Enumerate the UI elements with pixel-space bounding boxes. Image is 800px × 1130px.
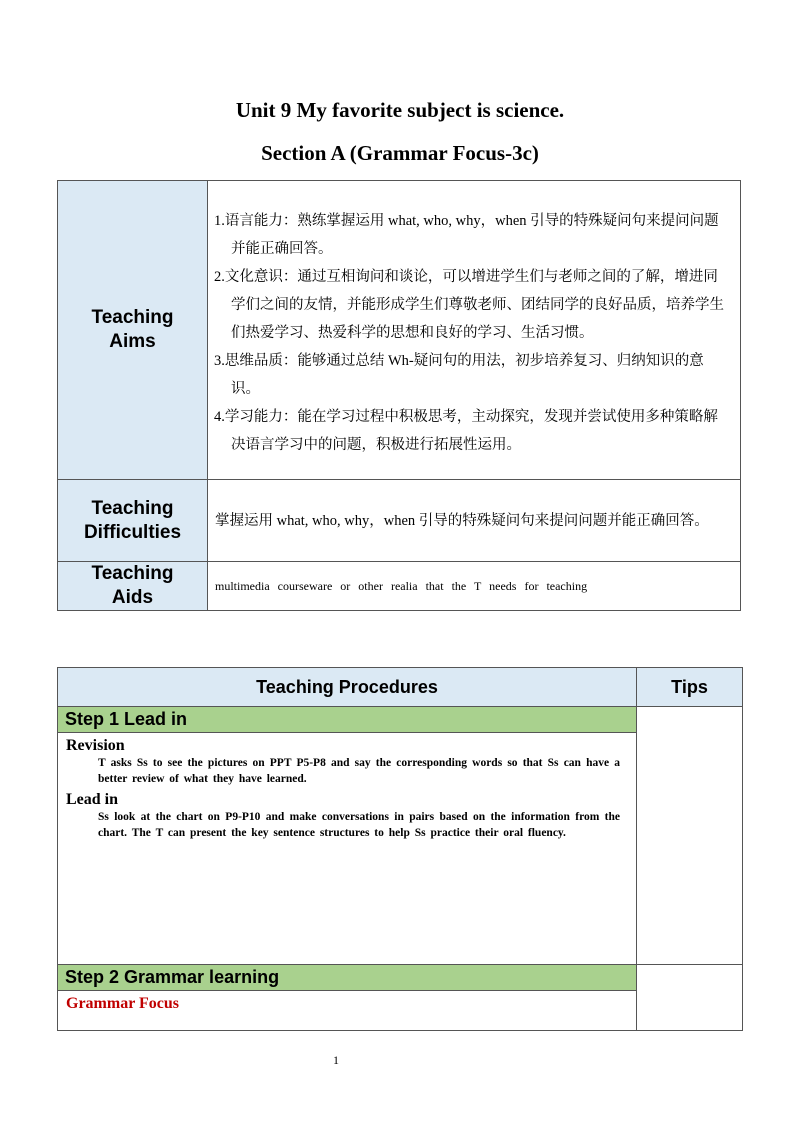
step2-title: Step 2 Grammar learning — [58, 965, 637, 991]
teaching-aids-content: multimedia courseware or other realia that the T needs for teaching — [208, 562, 741, 611]
teaching-aids-label: Teaching Aids — [58, 562, 208, 611]
teaching-aims-row — [58, 181, 741, 480]
teaching-aims-label: Teaching Aims — [58, 181, 208, 480]
step1-body — [58, 733, 637, 965]
aim-item-4: 4.学习能力：能在学习过程中积极思考，主动探究，发现并尝试使用多种策略解决语言学习中的问题，积极进行拓展性运用。 — [214, 409, 718, 453]
step1-header-row — [58, 707, 743, 733]
teaching-aids-row — [58, 562, 741, 611]
procedures-header-row — [58, 668, 743, 707]
revision-text: T asks Ss to see the pictures on PPT P5-P8 and say the corresponding words so that Ss can have a better review of what they have learned. — [98, 757, 620, 785]
step1-title: Step 1 Lead in — [58, 707, 637, 733]
document-subtitle: Section A (Grammar Focus-3c) — [261, 141, 539, 165]
grammar-focus-heading: Grammar Focus — [66, 995, 180, 1012]
revision-heading: Revision — [66, 737, 125, 754]
document-title: Unit 9 My favorite subject is science. — [235, 98, 565, 122]
difficulties-text: 掌握运用 what, who, why，when 引导的特殊疑问句来提问问题并能正确回答。 — [215, 512, 709, 529]
aim-item-3: 3.思维品质：能够通过总结 Wh-疑问句的用法，初步培养复习、归纳知识的意识。 — [214, 353, 704, 397]
teaching-difficulties-content — [208, 480, 741, 562]
leadin-heading: Lead in — [66, 791, 119, 808]
tips-header: Tips — [637, 668, 743, 707]
aim-item-1: 1.语言能力：熟练掌握运用 what, who, why，when 引导的特殊疑问句来提问问题并能正确回答。 — [214, 213, 719, 257]
teaching-aims-content — [208, 181, 741, 480]
leadin-text: Ss look at the chart on P9-P10 and make conversations in pairs based on the information from the chart. The T can present the key sentence structures to help Ss practice their oral fluency. — [98, 811, 620, 839]
step2-tips-cell — [637, 965, 743, 1031]
step1-tips-cell — [637, 707, 743, 965]
teaching-difficulties-row — [58, 480, 741, 562]
step2-body — [58, 991, 637, 1031]
procedures-table — [57, 667, 743, 1031]
step2-header-row — [58, 965, 743, 991]
aims-table — [57, 180, 741, 611]
procedures-header: Teaching Procedures — [58, 668, 637, 707]
teaching-difficulties-label: Teaching Difficulties — [58, 480, 208, 562]
aim-item-2: 2.文化意识：通过互相询问和谈论，可以增进学生们与老师之间的了解，增进同学们之间的友情，并能形成学生们尊敬老师、团结同学的良好品质，培养学生们热爱学习、热爱科学的思想和良好的学习、生活习惯。 — [214, 269, 724, 341]
